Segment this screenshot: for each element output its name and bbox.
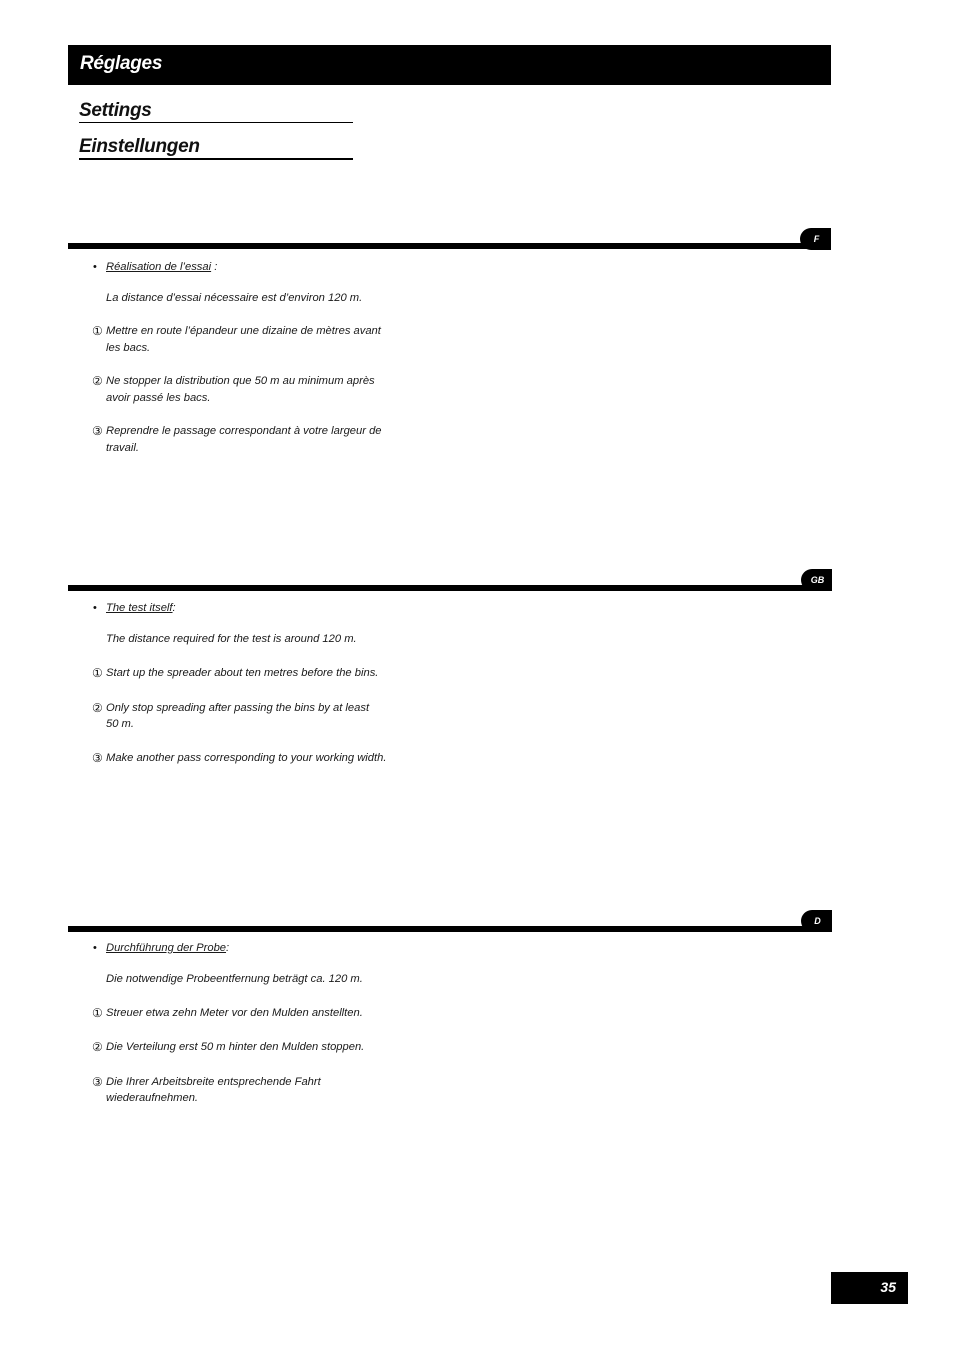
- step-2-fr-line-1: Ne stopper la distribution que 50 m au minimum après: [106, 375, 375, 387]
- step-number-3-icon: ③: [92, 751, 103, 765]
- step-1-de-line-1: Streuer etwa zehn Meter vor den Mulden anstellten.: [106, 1007, 363, 1019]
- bullet-icon: •: [93, 942, 97, 954]
- step-number-3-icon: ③: [92, 424, 103, 438]
- step-3-fr-line-1: Reprendre le passage correspondant à votre largeur de: [106, 425, 382, 437]
- intro-fr: La distance d’essai nécessaire est d’environ 120 m.: [106, 292, 363, 304]
- step-1-fr-line-2: les bacs.: [106, 342, 151, 354]
- section-rule-gb: [68, 585, 831, 591]
- section-heading-gb: The test itself:: [106, 602, 176, 614]
- section-rule-fr: [68, 243, 831, 249]
- subtitle-settings: Settings: [79, 100, 353, 123]
- step-1-gb-line-1: Start up the spreader about ten metres before the bins.: [106, 667, 379, 679]
- section-heading-de: Durchführung der Probe:: [106, 942, 230, 954]
- section-rule-de: [68, 926, 831, 932]
- step-1-fr-line-1: Mettre en route l’épandeur une dizaine de mètres avant: [106, 325, 381, 337]
- step-number-2-icon: ②: [92, 1040, 103, 1054]
- bullet-icon: •: [93, 261, 97, 273]
- step-number-2-icon: ②: [92, 701, 103, 715]
- step-2-gb-line-1: Only stop spreading after passing the bins by at least: [106, 702, 370, 714]
- title-bar: [68, 45, 831, 85]
- step-number-1-icon: ①: [92, 666, 103, 680]
- section-heading-fr: Réalisation de l’essai :: [106, 261, 218, 273]
- step-2-fr-line-2: avoir passé les bacs.: [106, 392, 211, 404]
- page-title: Réglages: [80, 53, 163, 74]
- step-number-3-icon: ③: [92, 1075, 103, 1089]
- language-badge-fr: F: [800, 228, 831, 250]
- step-3-de-line-1: Die Ihrer Arbeitsbreite entsprechende Fahrt: [106, 1076, 321, 1088]
- step-2-de-line-1: Die Verteilung erst 50 m hinter den Mulden stoppen.: [106, 1041, 365, 1053]
- step-3-de-line-2: wiederaufnehmen.: [106, 1092, 199, 1104]
- step-number-1-icon: ①: [92, 1006, 103, 1020]
- step-2-gb-line-2: 50 m.: [106, 718, 134, 730]
- bullet-icon: •: [93, 602, 97, 614]
- intro-de: Die notwendige Probeentfernung beträgt ca. 120 m.: [106, 973, 363, 985]
- intro-gb: The distance required for the test is around 120 m.: [106, 633, 357, 645]
- step-3-fr-line-2: travail.: [106, 442, 139, 454]
- step-number-1-icon: ①: [92, 324, 103, 338]
- language-badge-de: D: [801, 910, 832, 932]
- step-number-2-icon: ②: [92, 374, 103, 388]
- language-badge-gb: GB: [801, 569, 832, 591]
- subtitle-einstellungen: Einstellungen: [79, 136, 353, 160]
- page-number: 35: [831, 1272, 908, 1304]
- step-3-gb-line-1: Make another pass corresponding to your working width.: [106, 752, 387, 764]
